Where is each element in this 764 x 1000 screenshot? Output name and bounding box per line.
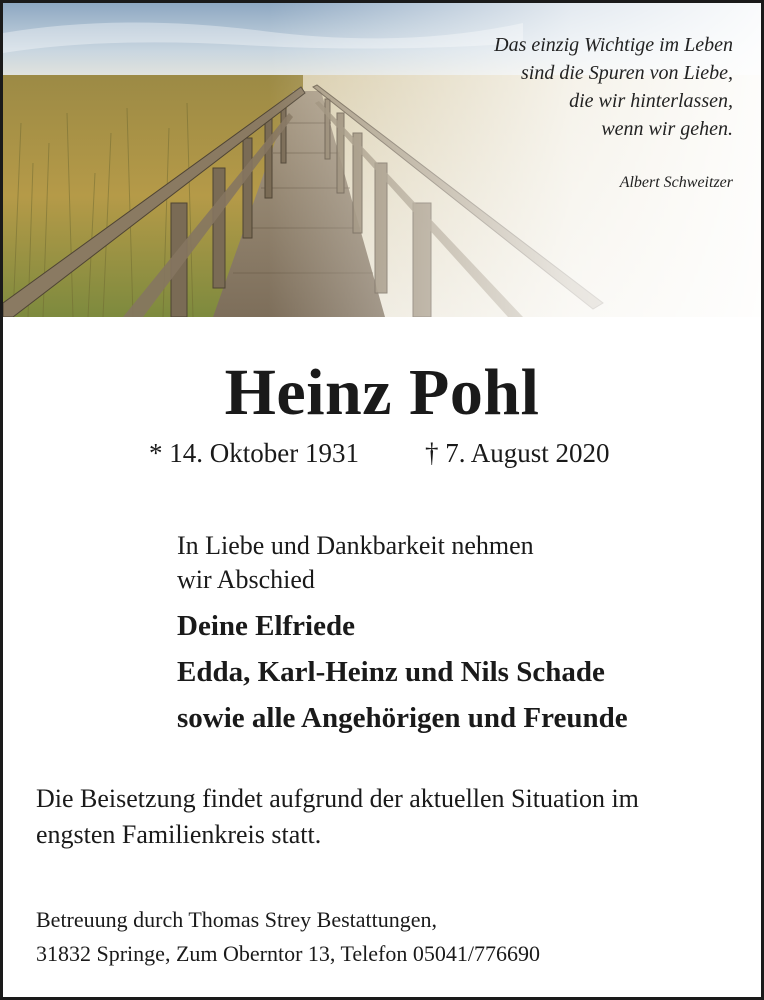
quote-line: sind die Spuren von Liebe, (520, 62, 733, 84)
mourners-list (177, 603, 628, 741)
intro-line: In Liebe und Dankbarkeit nehmen (177, 531, 534, 560)
burial-notice (36, 781, 639, 853)
mourner-line: Edda, Karl-Heinz und Nils Schade (177, 656, 605, 688)
intro-line: wir Abschied (177, 565, 315, 594)
deceased-name: Heinz Pohl (224, 356, 540, 429)
quote-line: die wir hinterlassen, (569, 90, 733, 112)
quote-line: wenn wir gehen. (601, 118, 733, 140)
mourner-line: sowie alle Angehörigen und Freunde (177, 702, 628, 734)
undertaker-line: 31832 Springe, Zum Oberntor 13, Telefon 05041/776690 (36, 941, 540, 966)
death-date: † 7. August 2020 (425, 438, 610, 468)
notice-line: Die Beisetzung findet aufgrund der aktuellen Situation im (36, 784, 639, 813)
farewell-intro (177, 529, 534, 597)
undertaker-info (36, 903, 540, 971)
mourner-line: Deine Elfriede (177, 610, 355, 642)
quote-block (494, 31, 733, 193)
notice-line: engsten Familienkreis statt. (36, 820, 322, 849)
undertaker-line: Betreuung durch Thomas Strey Bestattungen, (36, 907, 438, 932)
birth-date: * 14. Oktober 1931 (149, 438, 359, 468)
quote-line: Das einzig Wichtige im Leben (494, 34, 733, 56)
quote-author: Albert Schweitzer (619, 174, 733, 191)
